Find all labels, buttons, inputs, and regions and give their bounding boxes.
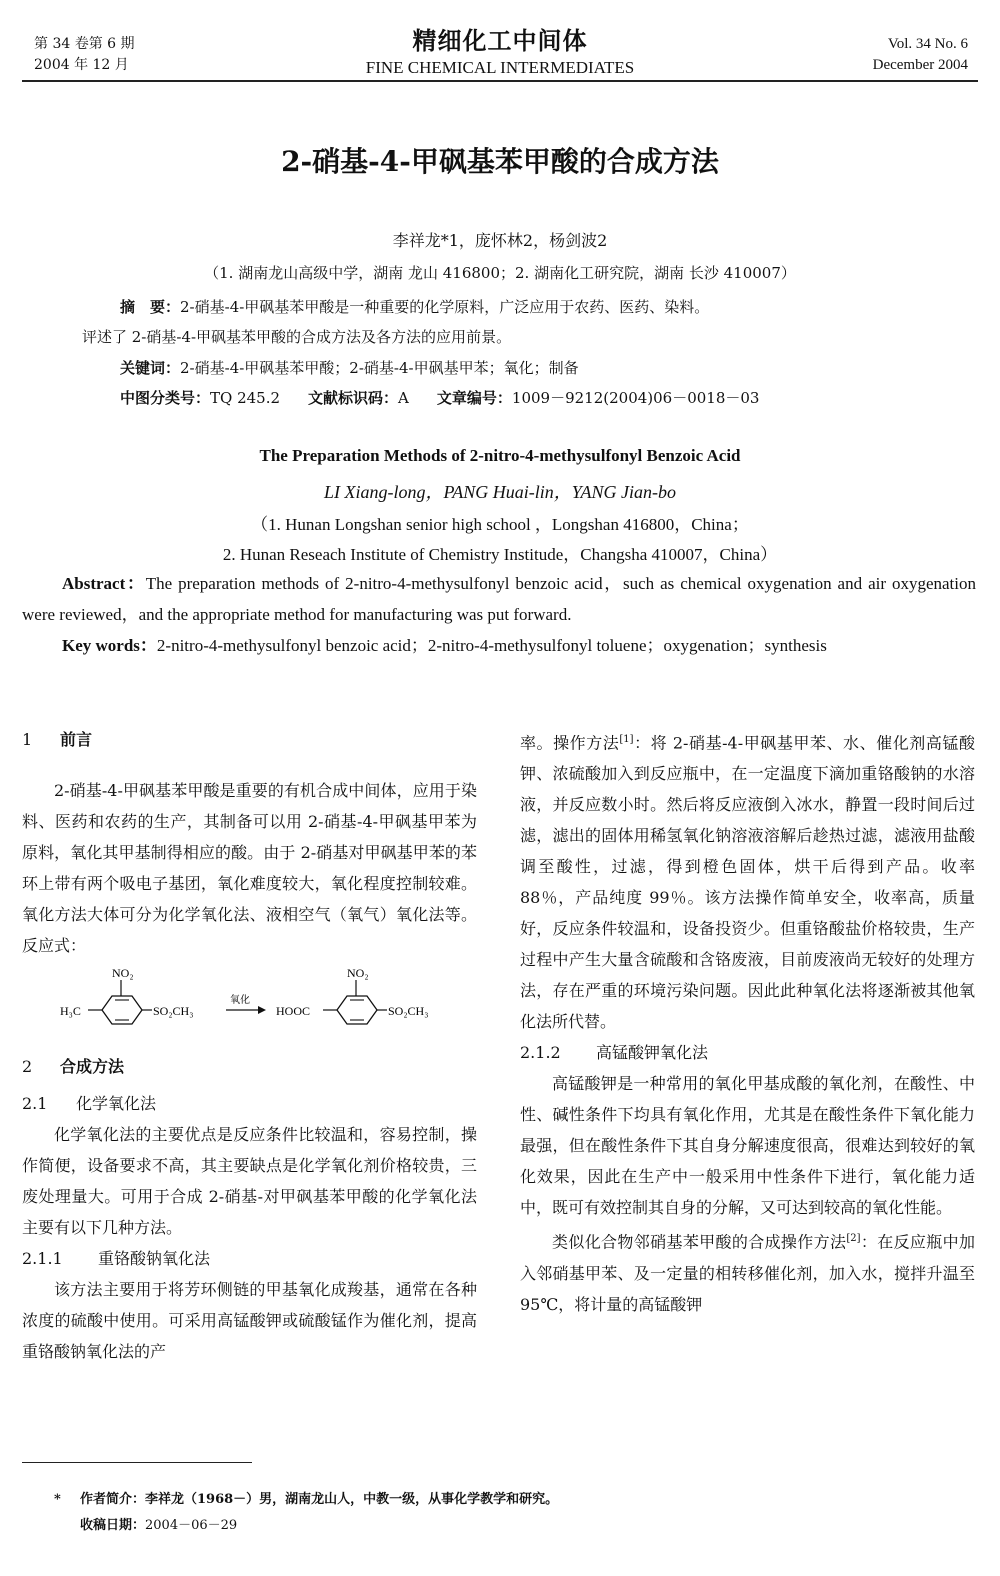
- paper-title-cn: 2-硝基-4-甲砜基苯甲酸的合成方法: [281, 145, 719, 178]
- authors-cn: 李祥龙*1，庞怀林2，杨剑波2: [392, 231, 608, 250]
- section-2-1-1-number: 2.1.1: [22, 1249, 63, 1268]
- classification-line: [120, 384, 960, 412]
- received-label: 收稿日期：: [80, 1518, 146, 1533]
- paper-title-en: The Preparation Methods of 2-nitro-4-methysulfonyl Benzoic Acid: [259, 446, 741, 465]
- section-1-heading: [22, 724, 477, 755]
- affiliation-en-1: （1. Hunan Longshan senior high school ，Longshan 416800，China；: [251, 515, 749, 534]
- header-volume-en: [873, 34, 968, 76]
- abstract-en-text: The preparation methods of 2-nitro-4-methysulfonyl benzoic acid，such as chemical oxygenation and air oxygenation were reviewed，and the appropriate method for manufacturing was put forward.: [22, 574, 977, 624]
- abstract-cn-line1: [82, 292, 940, 322]
- keywords-cn-label: 关键词：: [120, 359, 181, 377]
- keywords-en-text: 2-nitro-4-methysulfonyl benzoic acid；2-nitro-4-methysulfonyl toluene；oxygenation；synthesis: [156, 636, 827, 655]
- header-vol-cn: 第 34 卷第 6 期: [34, 36, 135, 52]
- reaction-hooc: HOOC: [276, 1004, 311, 1018]
- right-p1-b: ：将 2-硝基-4-甲砜基甲苯、水、催化剂高锰酸钾、浓硫酸加入到反应瓶中，在一定温度下滴加重铬酸钠的水溶液，并反应数小时。然后将反应液倒入冰水，静置一段时间后过滤，滤出的固体用稀氢氧化钠溶液溶解后趁热过滤，滤液用盐酸调至酸性，过滤，得到橙色固体，烘干后得到产品。收率 88％，产品纯度 99％。该方法操作简单安全，收率高，质量好，反应条件较温和，设备投资少。但重铬酸盐价格较贵，生产过程中产生大量含硫酸和含铬废液，目前废液尚无较好的处理方法，存在严重的环境污染问题。因此此种氧化法将逐渐被其他氧化法所代替。: [520, 733, 975, 1032]
- section-2-1-1-paragraph: 该方法主要用于将芳环侧链的甲基氧化成羧基，通常在各种浓度的硫酸中使用。可采用高锰酸钾或硫酸锰作为催化剂，提高重铬酸钠氧化法的产: [22, 1280, 477, 1361]
- reaction-arrow-label: 氧化: [230, 995, 250, 1006]
- abstract-en: [22, 568, 976, 630]
- right-paragraph-3: [520, 1223, 975, 1319]
- right-paragraph-2: 高锰酸钾是一种常用的氧化甲基成酸的氧化剂，在酸性、中性、碱性条件下均具有氧化作用，尤其是在酸性条件下氧化能力最强，但在酸性条件下其自身分解速度很高，很难达到较好的氧化效果，因此在生产中一般采用中性条件下进行，氧化能力适中，既可有效控制其自身的分解，又可达到较高的氧化性能。: [520, 1074, 975, 1218]
- section-2-1-paragraph: 化学氧化法的主要优点是反应条件比较温和，容易控制，操作简便，设备要求不高，其主要缺点是化学氧化剂价格较贵，三废处理量大。可用于合成 2-硝基-对甲砜基苯甲酸的化学氧化法主要有以下几种方法。: [22, 1125, 477, 1237]
- header-date-cn: 2004 年 12 月: [34, 57, 129, 73]
- citation-1[interactable]: [1]: [619, 734, 634, 745]
- body-column-right: [520, 724, 975, 1320]
- reaction-h3c: H₃C: [60, 1004, 81, 1018]
- reaction-no2-left: NO₂: [112, 966, 134, 980]
- keywords-en: [22, 630, 976, 661]
- reaction-scheme: [22, 963, 477, 1045]
- clc-label: 中图分类号：: [120, 389, 211, 407]
- right-p3-a: 类似化合物邻硝基苯甲酸的合成操作方法: [552, 1232, 847, 1252]
- received-date: 2004－06－29: [145, 1518, 238, 1533]
- header-date-en: December 2004: [872, 57, 968, 73]
- abstract-cn-line2: 评述了 2-硝基-4-甲砜基苯甲酸的合成方法及各方法的应用前景。: [82, 328, 512, 346]
- journal-name-en: FINE CHEMICAL INTERMEDIATES: [365, 58, 635, 77]
- section-2-1-2-heading: [520, 1037, 975, 1068]
- footnote-author-bio: [54, 1488, 558, 1507]
- footnote-received: [80, 1514, 237, 1533]
- doc-code-value: A: [398, 389, 409, 407]
- article-number-value: 1009－9212(2004)06－0018－03: [511, 389, 760, 407]
- abstract-en-label: Abstract：: [62, 574, 146, 593]
- affiliation-en-2: 2. Hunan Reseach Institute of Chemistry Institude，Changsha 410007，China）: [222, 545, 778, 564]
- keywords-cn: [120, 354, 960, 382]
- abstract-cn-text1: 2-硝基-4-甲砜基苯甲酸是一种重要的化学原料，广泛应用于农药、医药、染料。: [180, 298, 710, 316]
- section-2-number: 2: [22, 1057, 33, 1076]
- header-rule: [22, 80, 978, 82]
- section-2-1-1-title: 重铬酸钠氧化法: [98, 1249, 211, 1268]
- section-1-number: 1: [22, 730, 33, 749]
- section-2-1-2-number: 2.1.2: [520, 1043, 561, 1063]
- section-2-1-2-title: 高锰酸钾氧化法: [596, 1043, 709, 1063]
- clc-value: TQ 245.2: [210, 389, 281, 407]
- section-2-1-number: 2.1: [22, 1094, 48, 1113]
- section-2-heading: [22, 1051, 477, 1082]
- reaction-no2-right: NO₂: [347, 966, 369, 980]
- right-p3-b: ：在反应瓶中加入邻硝基甲苯、及一定量的相转移催化剂，加入水，搅拌升温至 95℃，将计量的高锰酸钾: [520, 1232, 975, 1314]
- footnote-rule: [22, 1462, 252, 1463]
- section-2-1-1-heading: [22, 1243, 477, 1274]
- keywords-cn-text: 2-硝基-4-甲砜基苯甲酸；2-硝基-4-甲砜基甲苯；氧化；制备: [180, 359, 579, 377]
- section-2-1-title: 化学氧化法: [76, 1094, 157, 1113]
- abstract-cn-label: 摘 要：: [120, 298, 181, 316]
- journal-name-cn: 精细化工中间体: [412, 26, 588, 55]
- header-journal: [0, 26, 1000, 80]
- footnote-star: *: [54, 1492, 61, 1507]
- doc-code-label: 文献标识码：: [308, 389, 399, 407]
- arrow-head: [258, 1006, 266, 1014]
- abstract-cn: [82, 292, 940, 352]
- article-number-label: 文章编号：: [436, 389, 512, 407]
- body-column-left: [22, 724, 477, 1367]
- section-2-title: 合成方法: [60, 1057, 125, 1076]
- section-1-title: 前言: [60, 730, 93, 749]
- citation-2[interactable]: [2]: [846, 1233, 861, 1245]
- header-vol-en: Vol. 34 No. 6: [887, 36, 968, 52]
- authors-en: LI Xiang-long，PANG Huai-lin，YANG Jian-bo: [324, 482, 676, 502]
- reaction-so2ch3-left: SO₂CH₃: [153, 1004, 194, 1018]
- affiliation-cn: （1. 湖南龙山高级中学，湖南 龙山 416800；2. 湖南化工研究院，湖南 长沙 410007）: [204, 264, 796, 282]
- right-p1-a: 率。操作方法: [520, 733, 620, 753]
- right-paragraph-1: [520, 724, 975, 1037]
- reaction-so2ch3-right: SO₂CH₃: [388, 1004, 429, 1018]
- section-2-1-heading: [22, 1088, 477, 1119]
- keywords-en-label: Key words：: [62, 636, 157, 655]
- section-1-paragraph: 2-硝基-4-甲砜基苯甲酸是重要的有机合成中间体，应用于染料、医药和农药的生产，其制备可以用 2-硝基-4-甲砜基甲苯为原料，氧化其甲基制得相应的酸。由于 2-硝基对甲砜基甲苯的苯环上带有两个吸电子基团，氧化难度较大，氧化程度控制较难。氧化方法大体可分为化学氧化法、液相空气（氧气）氧化法等。反应式：: [22, 781, 477, 955]
- footnote-bio-text: 作者简介：李祥龙（1968－）男，湖南龙山人，中教一级，从事化学教学和研究。: [80, 1492, 559, 1507]
